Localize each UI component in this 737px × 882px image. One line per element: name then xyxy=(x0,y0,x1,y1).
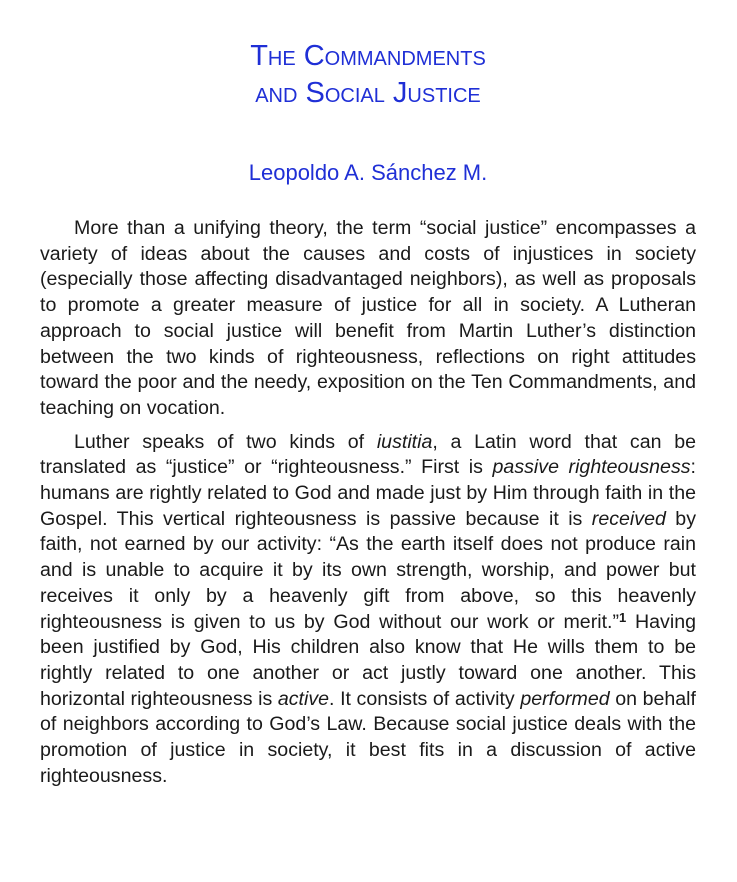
italic-term: received xyxy=(591,507,666,530)
footnote-marker[interactable]: 1 xyxy=(618,609,627,625)
italic-term: performed xyxy=(520,687,610,710)
title-line-2: and Social Justice xyxy=(255,77,481,109)
text-span: on behalf of neighbors according to God’s Law. Because social justice deals with the promotion of justice in society, it best fits in a discussion of active righteousness. xyxy=(40,687,696,787)
paragraph-1: More than a unifying theory, the term “social justice” encompasses a variety of ideas about the causes and costs of injustices in society (especially those affecting disadvantaged neighbors), as well as proposals to promote a greater measure of justice for all in society. A Lutheran approach to social justice will benefit from Martin Luther’s distinction between the two kinds of righteousness, reflections on right attitudes toward the poor and the needy, exposition on the Ten Commandments, and teaching on vocation. xyxy=(40,217,696,419)
page-title xyxy=(40,38,696,112)
paragraph-2 xyxy=(40,430,696,790)
title-line-1: The Commandments xyxy=(250,40,486,72)
italic-term: iustitia xyxy=(376,430,433,453)
text-span: , a Latin word that can be translated as “justice” or “righteousness.” First is xyxy=(40,430,697,479)
article-body xyxy=(40,216,696,789)
text-span: Having been justified by God, His children also know that He wills them to be rightly related to one another or act justly toward one another. This horizontal righteousness is xyxy=(40,610,696,710)
italic-term: passive righteousness xyxy=(492,456,691,479)
document-page xyxy=(40,0,696,789)
text-span: by faith, not earned by our activity: “As the earth itself does not produce rain and is unable to acquire it by its own strength, worship, and power but receives it only by a heavenly gift from above, so this heavenly righteousness is given to us by God without our work or merit.” xyxy=(40,507,696,633)
text-span: . It consists of activity xyxy=(329,687,521,710)
author-name: Leopoldo A. Sánchez M. xyxy=(248,160,488,185)
italic-term: active xyxy=(277,687,330,710)
text-span: Luther speaks of two kinds of xyxy=(74,430,377,453)
text-span: : humans are rightly related to God and made just by Him through faith in the Gospel. This vertical righteousness is passive because it is xyxy=(40,456,696,530)
